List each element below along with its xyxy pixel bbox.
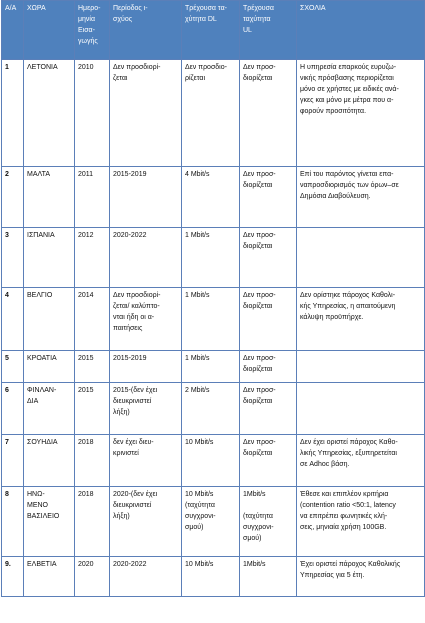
- row-comments: Δεν έχει οριστεί πάροχος Καθο- λικής Υπηρεσίας, εξυπηρετείται σε Adhoc βάση.: [297, 435, 425, 487]
- row-period: 2020-(δεν έχει διευκρινιστεί λήξη): [110, 487, 182, 557]
- row-dl-speed: 2 Mbit/s: [182, 383, 240, 435]
- row-index: 9.: [2, 557, 24, 597]
- header-validity-period: Περίοδος ι- σχύος: [110, 1, 182, 60]
- table-row: [2, 288, 425, 351]
- row-comments: Η υπηρεσία επαρκούς ευρυζω- νικής πρόσβασης περιορίζεται μόνο σε χρήστες με ειδικές ανά- γκες και μόνο με μέτρα που α- φορούν προσιτότητα.: [297, 60, 425, 167]
- row-index: 6: [2, 383, 24, 435]
- header-row: [2, 1, 425, 60]
- row-index: 8: [2, 487, 24, 557]
- row-period: Δεν προσδιορί- ζεται: [110, 60, 182, 167]
- row-ul-speed: Δεν προσ- διορίζεται: [240, 60, 297, 167]
- row-index: 3: [2, 228, 24, 288]
- header-comments: ΣΧΟΛΙΑ: [297, 1, 425, 60]
- row-dl-speed: 1 Mbit/s: [182, 351, 240, 383]
- row-period: 2015-(δεν έχει διευκρινιστεί λήξη): [110, 383, 182, 435]
- header-intro-date: Ημερο- μηνία Εισα- γωγής: [75, 1, 110, 60]
- row-comments: [297, 383, 425, 435]
- table-row: [2, 557, 425, 597]
- row-index: 5: [2, 351, 24, 383]
- row-comments: [297, 228, 425, 288]
- row-comments: Έθεσε και επιπλέον κριτήρια (contention ratio <50:1, latency να επιτρέπει φωνητικές κλή- σεις, μηνιαία χρήση 100GB.: [297, 487, 425, 557]
- row-year: 2018: [75, 435, 110, 487]
- row-index: 1: [2, 60, 24, 167]
- row-country: ΜΑΛΤΑ: [24, 167, 75, 228]
- universal-service-table: [1, 0, 425, 597]
- row-dl-speed: 1 Mbit/s: [182, 228, 240, 288]
- row-period: 2015-2019: [110, 351, 182, 383]
- row-year: 2020: [75, 557, 110, 597]
- row-country: ΛΕΤΟΝΙΑ: [24, 60, 75, 167]
- row-country: ΙΣΠΑΝΙΑ: [24, 228, 75, 288]
- table-row: [2, 351, 425, 383]
- row-year: 2015: [75, 383, 110, 435]
- row-dl-speed: 1 Mbit/s: [182, 288, 240, 351]
- row-year: 2018: [75, 487, 110, 557]
- row-year: 2010: [75, 60, 110, 167]
- row-dl-speed: 4 Mbit/s: [182, 167, 240, 228]
- row-index: 2: [2, 167, 24, 228]
- row-country: ΗΝΩ- ΜΕΝΟ ΒΑΣΙΛΕΙΟ: [24, 487, 75, 557]
- row-comments: [297, 351, 425, 383]
- row-ul-speed: Δεν προσ- διορίζεται: [240, 383, 297, 435]
- table-row: [2, 167, 425, 228]
- row-dl-speed: Δεν προσδιο- ρίζεται: [182, 60, 240, 167]
- row-dl-speed: 10 Mbit/s: [182, 557, 240, 597]
- row-dl-speed: 10 Mbit/s (ταχύτητα συγχρονι- σμού): [182, 487, 240, 557]
- row-country: ΕΛΒΕΤΙΑ: [24, 557, 75, 597]
- row-period: 2020-2022: [110, 557, 182, 597]
- header-country: ΧΩΡΑ: [24, 1, 75, 60]
- row-ul-speed: Δεν προσ- διορίζεται: [240, 167, 297, 228]
- row-period: 2020-2022: [110, 228, 182, 288]
- row-ul-speed: 1Mbit/s (ταχύτητα συγχρονι- σμού): [240, 487, 297, 557]
- header-dl-speed: Τρέχουσα τα- χύτητα DL: [182, 1, 240, 60]
- row-dl-speed: 10 Mbit/s: [182, 435, 240, 487]
- row-ul-speed: 1Mbit/s: [240, 557, 297, 597]
- row-year: 2012: [75, 228, 110, 288]
- row-ul-speed: Δεν προσ- διορίζεται: [240, 228, 297, 288]
- table-row: [2, 383, 425, 435]
- row-period: δεν έχει διευ- κρινιστεί: [110, 435, 182, 487]
- row-year: 2011: [75, 167, 110, 228]
- row-ul-speed: Δεν προσ- διορίζεται: [240, 435, 297, 487]
- table-row: [2, 435, 425, 487]
- row-country: ΒΕΛΓΙΟ: [24, 288, 75, 351]
- row-period: 2015-2019: [110, 167, 182, 228]
- table-row: [2, 228, 425, 288]
- row-ul-speed: Δεν προσ- διορίζεται: [240, 351, 297, 383]
- row-comments: Έχει οριστεί πάροχος Καθολικής Υπηρεσίας για 5 έτη.: [297, 557, 425, 597]
- row-index: 7: [2, 435, 24, 487]
- table-row: [2, 60, 425, 167]
- row-country: ΣΟΥΗΔΙΑ: [24, 435, 75, 487]
- row-country: ΚΡΟΑΤΙΑ: [24, 351, 75, 383]
- row-comments: Επί του παρόντος γίνεται επα- ναπροσδιορισμός των όρων–σε Δημόσια Διαβούλευση.: [297, 167, 425, 228]
- header-ul-speed: Τρέχουσα ταχύτητα UL: [240, 1, 297, 60]
- row-country: ΦΙΝΛΑΝ- ΔΙΑ: [24, 383, 75, 435]
- row-year: 2014: [75, 288, 110, 351]
- table-row: [2, 487, 425, 557]
- header-index: Α/Α: [2, 1, 24, 60]
- row-year: 2015: [75, 351, 110, 383]
- row-period: Δεν προσδιορί- ζεται/ καλύπτο- νται ήδη οι α- παιτήσεις: [110, 288, 182, 351]
- row-ul-speed: Δεν προσ- διορίζεται: [240, 288, 297, 351]
- row-comments: Δεν ορίστηκε πάροχος Καθολι- κής Υπηρεσίας, η απαιτούμενη κάλυψη προϋπήρχε.: [297, 288, 425, 351]
- row-index: 4: [2, 288, 24, 351]
